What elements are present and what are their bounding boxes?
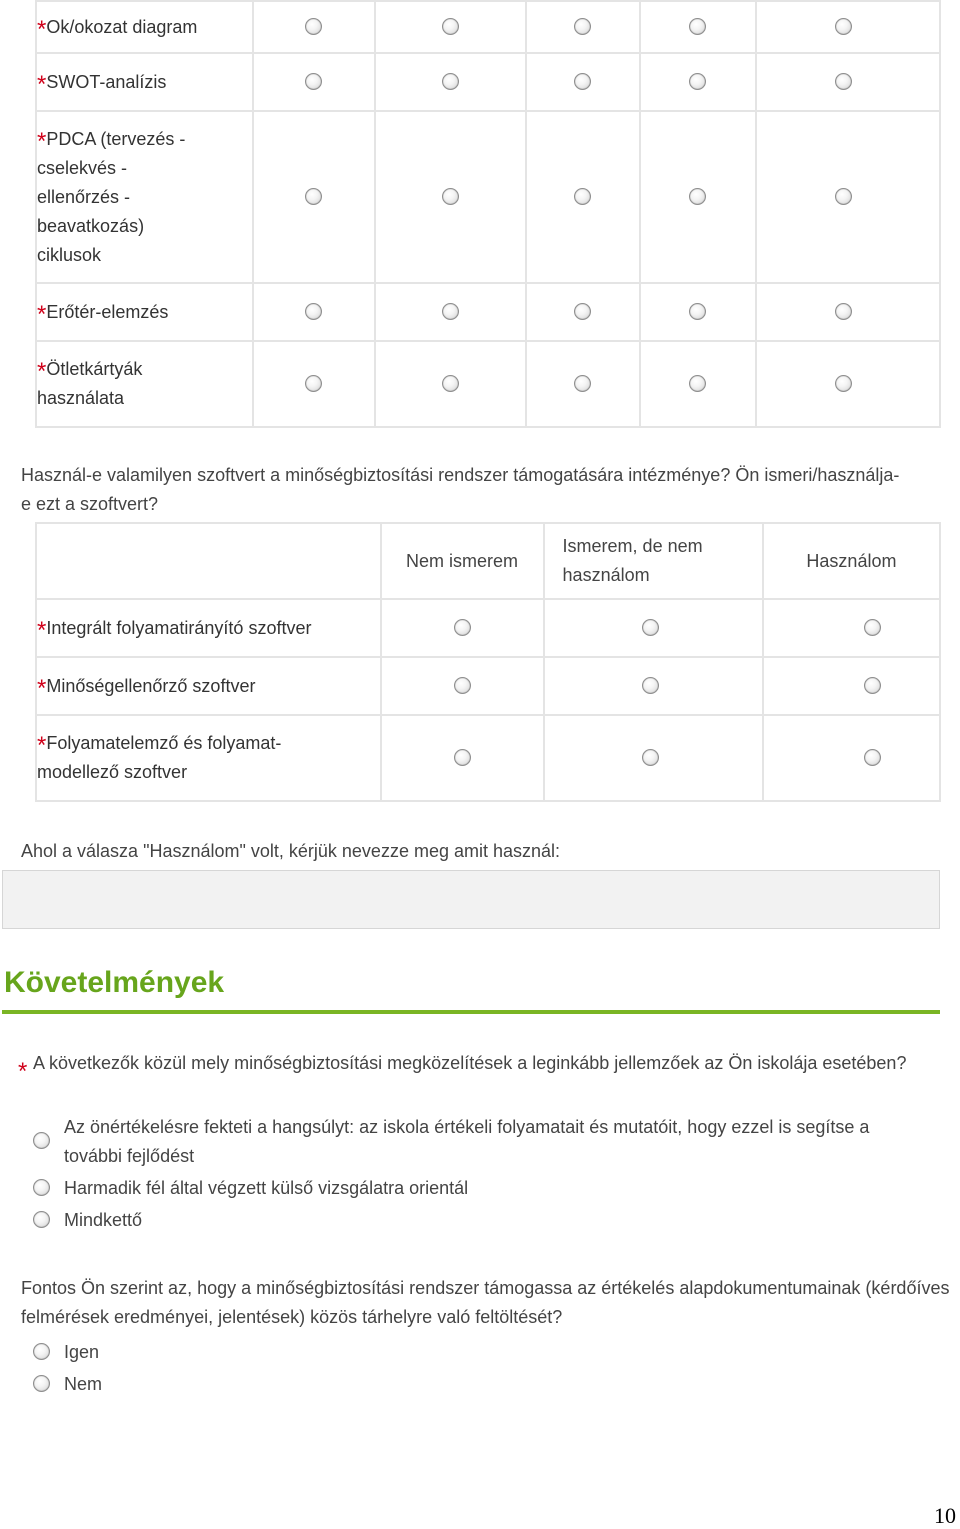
radio-hasznalom[interactable] [864,619,881,636]
required-marker: * [37,674,47,702]
radio-button[interactable] [574,303,591,320]
radio-button[interactable] [305,73,322,90]
usage-text-input[interactable] [2,870,940,929]
radio-button[interactable] [835,375,852,392]
matrix-row-label: *Integrált folyamatirányító szoftver [37,600,380,656]
section-divider [2,1010,940,1014]
option-kulso-vizsgalat[interactable] [33,1174,468,1203]
radio-nem-ismerem[interactable] [454,749,471,766]
radio-button[interactable] [574,18,591,35]
required-marker: * [18,1058,28,1085]
required-marker: * [37,732,47,759]
matrix-software [35,522,941,802]
option-mindketto[interactable] [33,1206,142,1235]
radio-button[interactable] [442,73,459,90]
radio-hasznalom[interactable] [864,677,881,694]
radio-nem-ismerem[interactable] [454,677,471,694]
radio-button[interactable] [305,375,322,392]
section-title: Követelmények [4,966,225,999]
radio-button[interactable] [33,1132,50,1149]
option-nem[interactable] [33,1370,102,1399]
radio-button[interactable] [689,375,706,392]
radio-button[interactable] [574,188,591,205]
question-approach-text: A következők közül mely minőségbiztosítási megközelítések a leginkább jellemzőek az Ön iskolája esetében? [33,1053,907,1073]
radio-button[interactable] [689,188,706,205]
radio-ismerem-de-nem-hasznalom[interactable] [642,749,659,766]
option-label: Mindkettő [64,1210,143,1230]
radio-ismerem-de-nem-hasznalom[interactable] [642,619,659,636]
matrix-header-blank [37,524,380,598]
column-header: Ismerem, de nem használom [545,524,762,598]
question-usage-text: Ahol a válasza "Használom" volt, kérjük nevezze meg amit használ: [21,841,561,861]
radio-button[interactable] [689,303,706,320]
radio-ismerem-de-nem-hasznalom[interactable] [642,677,659,694]
radio-hasznalom[interactable] [864,749,881,766]
radio-button[interactable] [33,1179,50,1196]
radio-button[interactable] [835,73,852,90]
radio-button[interactable] [442,303,459,320]
option-onertekeles[interactable] [33,1113,913,1171]
column-header: Nem ismerem [382,524,543,598]
option-label: Az önértékelésre fekteti a hangsúlyt: az iskola értékeli folyamatait és mutatóit, hogy ezzel is segítse a további fejlődést [64,1117,870,1166]
radio-button[interactable] [835,18,852,35]
matrix-row-label: *Minőségellenőrző szoftver [37,658,380,714]
option-label: Igen [64,1342,100,1362]
matrix-row-label: *Folyamatelemző és folyamat-modellező szoftver [37,716,380,800]
matrix-row-label: *Erőtér-elemzés [37,284,252,340]
radio-button[interactable] [33,1211,50,1228]
radio-button[interactable] [574,375,591,392]
required-marker: * [37,15,47,43]
matrix-row-label: *Ötletkártyák használata [37,342,252,426]
option-igen[interactable] [33,1338,99,1367]
radio-button[interactable] [689,18,706,35]
radio-button[interactable] [33,1375,50,1392]
required-marker: * [37,127,47,155]
question-storage-text: Fontos Ön szerint az, hogy a minőségbiztosítási rendszer támogassa az értékelés alapdokumentumainak (kérdőíves felmérések eredményei, jelentések) közös tárhelyre való feltöltését? [21,1278,950,1327]
required-marker: * [37,616,47,644]
matrix-row-label: *Ok/okozat diagram [37,2,252,52]
radio-button[interactable] [305,18,322,35]
option-label: Nem [64,1374,103,1394]
radio-button[interactable] [442,188,459,205]
radio-button[interactable] [835,303,852,320]
required-marker: * [37,70,47,98]
radio-button[interactable] [835,188,852,205]
page-number: 10 [934,1503,956,1528]
radio-nem-ismerem[interactable] [454,619,471,636]
radio-button[interactable] [33,1343,50,1360]
radio-button[interactable] [689,73,706,90]
question-software-text: Használ-e valamilyen szoftvert a minőségbiztosítási rendszer támogatására intézménye? Ön ismeri/használja-e ezt a szoftvert? [21,465,900,514]
radio-button[interactable] [442,375,459,392]
radio-button[interactable] [442,18,459,35]
radio-button[interactable] [305,188,322,205]
required-marker: * [37,358,47,385]
matrix-methods [35,0,941,428]
matrix-row-label: *SWOT-analízis [37,54,252,110]
column-header: Használom [764,524,939,598]
option-label: Harmadik fél által végzett külső vizsgálatra orientál [64,1178,469,1198]
radio-button[interactable] [305,303,322,320]
radio-button[interactable] [574,73,591,90]
matrix-row-label: *PDCA (tervezés - cselekvés - ellenőrzés - beavatkozás) ciklusok [37,112,252,282]
required-marker: * [37,300,47,328]
